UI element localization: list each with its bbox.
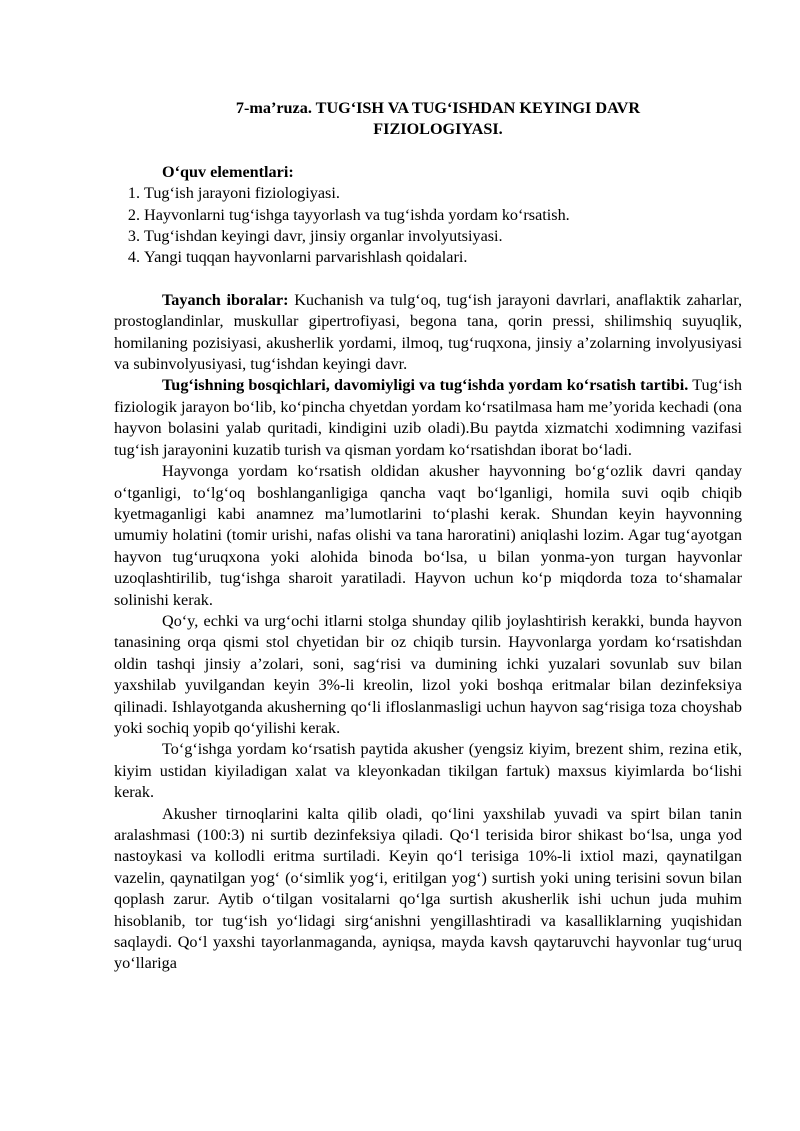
body-paragraph: Qo‘y, echki va urg‘ochi itlarni stolga shunday qilib joylashtirish kerakki, bunda hayvon tanasining orqa qismi stol chyetidan bir oz chiqib tursin. Hayvonlarga yordam ko‘rsatishdan oldin tashqi jinsiy a’zolari, soni, sag‘risi va dumining ichki yuzalari sovunlab suv bilan yaxshilab yuvilgandan keyin 3%-li kreolin, lizol yoki boshqa eritmalar bilan dezinfeksiya qilinadi. Ishlayotganda akusherning qo‘li ifloslanmasligi uchun hayvon sag‘risiga toza choyshab yoki sochiq yopib qo‘yilishi kerak.: [114, 611, 742, 737]
lecture-title-line2: FIZIOLOGIYASI.: [373, 120, 503, 139]
list-item-text: Tug‘ish jarayoni fiziologiyasi.: [144, 184, 340, 203]
elements-list: [114, 183, 742, 269]
list-item: [127, 247, 742, 268]
lecture-title-line1: 7-ma’ruza. TUG‘ISH VA TUG‘ISHDAN KEYINGI DAVR: [235, 99, 641, 117]
list-item-text: Hayvonlarni tug‘ishga tayyorlash va tug‘ishda yordam ko‘rsatish.: [144, 205, 570, 224]
body-paragraph: Akusher tirnoqlarini kalta qilib oladi, qo‘lini yaxshilab yuvadi va spirt bilan tanin aralashmasi (100:3) ni surtib dezinfeksiya qiladi. Qo‘l terisida biror shikast bo‘lsa, unga yod nastoykasi va kollodli eritma surtiladi. Keyin qo‘l terisiga 10%-li ixtiol mazi, qaynatilgan vazelin, qaynatilgan yog‘ (o‘simlik yog‘i, eritilgan yog‘) surtish yoki uning terisini sovun bilan qoplash zarur. Aytib o‘tilgan vositalarni qo‘lga surtish akusherlik ishi uchun juda muhim hisoblanib, tor tug‘ish yo‘lidagi sirg‘anishni yengillashtiradi va kasalliklarning yuqishidan saqlaydi. Qo‘l yaxshi tayorlanmaganda, ayniqsa, mayda kavsh qaytaruvchi hayvonlar tug‘uruq yo‘llariga: [114, 804, 742, 973]
spacer: [114, 141, 742, 162]
list-item-number: 3.: [127, 227, 140, 246]
list-item: [127, 183, 742, 204]
list-item-number: 1.: [127, 184, 140, 203]
list-item-number: 4.: [127, 248, 140, 267]
lecture-title: [114, 98, 742, 141]
document-page: [114, 98, 742, 975]
list-item-text: Yangi tuqqan hayvonlarni parvarishlash qoidalari.: [144, 248, 468, 267]
section-paragraph: [114, 375, 742, 461]
list-item-text: Tug‘ishdan keyingi davr, jinsiy organlar involyutsiyasi.: [144, 227, 503, 246]
keywords-label: Tayanch iboralar:: [162, 290, 289, 309]
elements-heading: O‘quv elementlari:: [162, 162, 294, 181]
list-item-number: 2.: [127, 205, 140, 224]
list-item: [127, 226, 742, 247]
section-heading: Tug‘ishning bosqichlari, davomiyligi va tug‘ishda yordam ko‘rsatish tartibi.: [162, 376, 689, 395]
section-text: Tug‘ish fiziologik jarayon bo‘lib, ko‘pincha chyetdan yordam ko‘rsatilmasa ham me’yorida kechadi (ona hayvon bolasini yalab quritadi, kindigini uzib oladi).Bu paytda xizmatchi xodimning vazifasi tug‘ish jarayonini kuzatib turish va qisman yordam ko‘rsatishdan iborat bo‘ladi.: [114, 376, 742, 459]
body-paragraph: To‘g‘ishga yordam ko‘rsatish paytida akusher (yengsiz kiyim, brezent shim, rezina etik, kiyim ustidan kiyiladigan xalat va kleyonkadan tikilgan fartuk) maxsus kiyimlarda bo‘lishi kerak.: [114, 740, 742, 802]
keywords-paragraph: [114, 290, 742, 376]
body-paragraph: Hayvonga yordam ko‘rsatish oldidan akusher hayvonning bo‘g‘ozlik davri qanday o‘tganligi, to‘lg‘oq boshlanganligiga qancha vaqt bo‘lganligi, homila suvi oqib chiqib kyetmaganligi kabi anamnez ma’lumotlarini to‘plashi kerak. Shundan keyin hayvonning umumiy holatini (tomir urishi, nafas olishi va tana haroratini) aniqlashi lozim. Agar tug‘ayotgan hayvon tug‘uruqxona yoki alohida binoda bo‘lsa, u bilan yonma-yon turgan hayvonlar uzoqlashtirilib, tug‘ishga sharoit yaratiladi. Hayvon uchun ko‘p miqdorda toza to‘shamalar solinishi kerak.: [114, 462, 742, 609]
spacer: [114, 269, 742, 290]
list-item: [127, 205, 742, 226]
keywords-text: Kuchanish va tulg‘oq, tug‘ish jarayoni davrlari, anaflaktik zaharlar, prostoglandinlar, muskullar gipertrofiyasi, begona tana, qorin pressi, shilimshiq suyuqlik, homilaning pozisiyasi, akusherlik yordami, ilmoq, tug‘ruqxona, jinsiy a’zolarning involyusiyasi va subinvolyusiyasi, tug‘ishdan keyingi davr.: [114, 290, 742, 374]
